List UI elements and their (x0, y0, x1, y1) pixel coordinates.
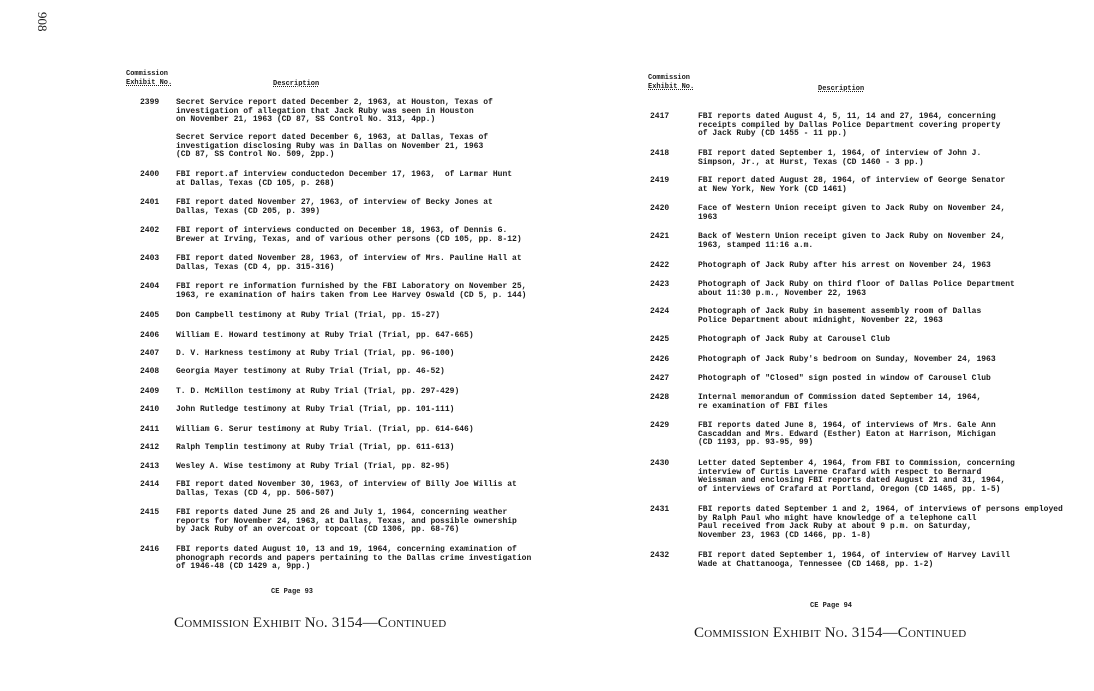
exhibit-description: FBI report dated November 30, 1963, of interview of Billy Joe Willis at Dallas, Texas (CD 4, pp. 506-507) (176, 480, 517, 498)
exhibit-description: T. D. McMillon testimony at Ruby Trial (Trial, pp. 297-429) (176, 387, 460, 396)
exhibit-number: 2409 (140, 387, 160, 396)
exhibit-number: 2422 (650, 261, 670, 270)
exhibit-description: FBI report dated August 28, 1964, of interview of George Senator at New York, New York (CD 1461) (698, 176, 1006, 194)
exhibit-description: FBI report of interviews conducted on December 18, 1963, of Dennis G. Brewer at Irving, Texas, and of various other persons (CD 105, pp. 8-12) (176, 226, 522, 244)
header-description: Description (818, 85, 865, 93)
exhibit-number: 2403 (140, 254, 160, 263)
exhibit-description: Internal memorandum of Commission dated September 14, 1964, re examination of FBI files (698, 393, 982, 411)
exhibit-description: Secret Service report dated December 2, 1963, at Houston, Texas of investigation of allegation that Jack Ruby was seen in Houston on November 21, 1963 (CD 87, SS Control No. 313, 4pp.) (176, 98, 493, 125)
exhibit-number: 2405 (140, 311, 160, 320)
header-description: Description (273, 80, 320, 88)
exhibit-description: Photograph of Jack Ruby after his arrest on November 24, 1963 (698, 261, 991, 270)
exhibit-number: 2399 (140, 98, 160, 107)
exhibit-number: 2432 (650, 551, 670, 560)
exhibit-caption: Commission Exhibit No. 3154—Continued (174, 615, 447, 631)
header-line2: Exhibit No. (126, 79, 173, 87)
exhibit-description: FBI report.af interview conductedon December 17, 1963, of Larmar Hunt at Dallas, Texas (CD 105, p. 268) (176, 170, 513, 188)
exhibit-number: 2417 (650, 112, 670, 121)
page-number: 908 (35, 12, 50, 32)
exhibit-number: 2419 (650, 176, 670, 185)
exhibit-description: FBI report dated September 1, 1964, of interview of Harvey Lavill Wade at Chattanooga, Tennessee (CD 1468, pp. 1-2) (698, 551, 1011, 569)
exhibit-description: D. V. Harkness testimony at Ruby Trial (Trial, pp. 96-100) (176, 349, 455, 358)
ce-page-label: CE Page 93 (271, 588, 314, 596)
exhibit-number: 2407 (140, 349, 160, 358)
ce-page-label: CE Page 94 (810, 602, 853, 610)
exhibit-number: 2421 (650, 232, 670, 241)
exhibit-number: 2420 (650, 204, 670, 213)
header-exhibit-no (648, 74, 694, 92)
exhibit-description: FBI report re information furnished by the FBI Laboratory on November 25, 1963, re examination of hairs taken from Lee Harvey Oswald (CD 5, p. 144) (176, 282, 527, 300)
exhibit-description: William E. Howard testimony at Ruby Trial (Trial, pp. 647-665) (176, 331, 474, 340)
exhibit-number: 2431 (650, 505, 670, 514)
exhibit-number: 2414 (140, 480, 160, 489)
exhibit-number: 2401 (140, 198, 160, 207)
exhibit-description: FBI report dated November 28, 1963, of interview of Mrs. Pauline Hall at Dallas, Texas (CD 4, pp. 315-316) (176, 254, 522, 272)
exhibit-description: Photograph of Jack Ruby's bedroom on Sunday, November 24, 1963 (698, 355, 996, 364)
exhibit-number: 2423 (650, 280, 670, 289)
exhibit-number: 2429 (650, 421, 670, 430)
exhibit-description: FBI reports dated August 4, 5, 11, 14 and 27, 1964, concerning receipts compiled by Dallas Police Department covering property of Jack Ruby (CD 1455 - 11 pp.) (698, 112, 1001, 139)
exhibit-description: Back of Western Union receipt given to Jack Ruby on November 24, 1963, stamped 11:16 a.m. (698, 232, 1006, 250)
exhibit-number: 2400 (140, 170, 160, 179)
exhibit-description: Photograph of Jack Ruby in basement assembly room of Dallas Police Department about midnight, November 22, 1963 (698, 307, 982, 325)
exhibit-number: 2424 (650, 307, 670, 316)
exhibit-number: 2427 (650, 374, 670, 383)
exhibit-description: William G. Serur testimony at Ruby Trial. (Trial, pp. 614-646) (176, 425, 474, 434)
exhibit-description: FBI report dated September 1, 1964, of interview of John J. Simpson, Jr., at Hurst, Texas (CD 1460 - 3 pp.) (698, 149, 982, 167)
exhibit-number: 2411 (140, 425, 160, 434)
header-exhibit-no (126, 70, 172, 88)
exhibit-caption: Commission Exhibit No. 3154—Continued (694, 625, 967, 641)
exhibit-number: 2413 (140, 462, 160, 471)
exhibit-number: 2415 (140, 508, 160, 517)
exhibit-description: Photograph of Jack Ruby at Carousel Club (698, 335, 891, 344)
exhibit-description: Face of Western Union receipt given to Jack Ruby on November 24, 1963 (698, 204, 1006, 222)
exhibit-number: 2416 (140, 545, 160, 554)
exhibit-number: 2430 (650, 459, 670, 468)
exhibit-description: Wesley A. Wise testimony at Ruby Trial (Trial, pp. 82-95) (176, 462, 450, 471)
exhibit-number: 2426 (650, 355, 670, 364)
exhibit-description: FBI reports dated June 8, 1964, of interviews of Mrs. Gale Ann Cascaddan and Mrs. Edward (Esther) Eaton at Harrison, Michigan (CD 1193, pp. 93-95, 99) (698, 421, 996, 448)
exhibit-number: 2410 (140, 405, 160, 414)
header-line1: Commission (126, 70, 169, 78)
exhibit-description: Georgia Mayer testimony at Ruby Trial (Trial, pp. 46-52) (176, 367, 445, 376)
exhibit-description: Don Campbell testimony at Ruby Trial (Trial, pp. 15-27) (176, 311, 441, 320)
exhibit-number: 2406 (140, 331, 160, 340)
exhibit-description: FBI reports dated August 10, 13 and 19, 1964, concerning examination of phonograph records and papers pertaining to the Dallas crime investigation of 1946-48 (CD 1429 a, 9pp.) (176, 545, 532, 572)
exhibit-description: Photograph of Jack Ruby on third floor of Dallas Police Department about 11:30 p.m., November 22, 1963 (698, 280, 1015, 298)
exhibit-description: FBI report dated November 27, 1963, of interview of Becky Jones at Dallas, Texas (CD 205, p. 399) (176, 198, 493, 216)
exhibit-description: FBI reports dated June 25 and 26 and July 1, 1964, concerning weather reports for November 24, 1963, at Dallas, Texas, and possible ownership by Jack Ruby of an overcoat or topcoat (CD 1306, pp. 68-76) (176, 508, 517, 535)
exhibit-description: Photograph of "Closed" sign posted in window of Carousel Club (698, 374, 991, 383)
exhibit-description: Letter dated September 4, 1964, from FBI to Commission, concerning interview of Curtis Laverne Crafard with respect to Bernard Weissman and enclosing FBI reports dated August 21 and 31, 1964, of interviews of Crafard at Portland, Oregon (CD 1465, pp. 1-5) (698, 459, 1015, 495)
header-line2: Exhibit No. (648, 83, 695, 91)
exhibit-description: John Rutledge testimony at Ruby Trial (Trial, pp. 101-111) (176, 405, 455, 414)
exhibit-number: 2418 (650, 149, 670, 158)
exhibit-number: 2425 (650, 335, 670, 344)
exhibit-description: Secret Service report dated December 6, 1963, at Dallas, Texas of investigation disclosing Ruby was in Dallas on November 21, 1963 (CD 87, SS Control No. 509, 2pp.) (176, 133, 489, 160)
exhibit-number: 2402 (140, 226, 160, 235)
exhibit-number: 2404 (140, 282, 160, 291)
exhibit-number: 2412 (140, 443, 160, 452)
exhibit-number: 2408 (140, 367, 160, 376)
exhibit-description: Ralph Templin testimony at Ruby Trial (Trial, pp. 611-613) (176, 443, 455, 452)
exhibit-number: 2428 (650, 393, 670, 402)
header-line1: Commission (648, 74, 691, 82)
exhibit-description: FBI reports dated September 1 and 2, 1964, of interviews of persons employed by Ralph Paul who might have knowledge of a telephone call Paul received from Jack Ruby at about 9 p.m. on Saturday, November 23, 1963 (CD 1466, pp. 1-8) (698, 505, 1063, 541)
